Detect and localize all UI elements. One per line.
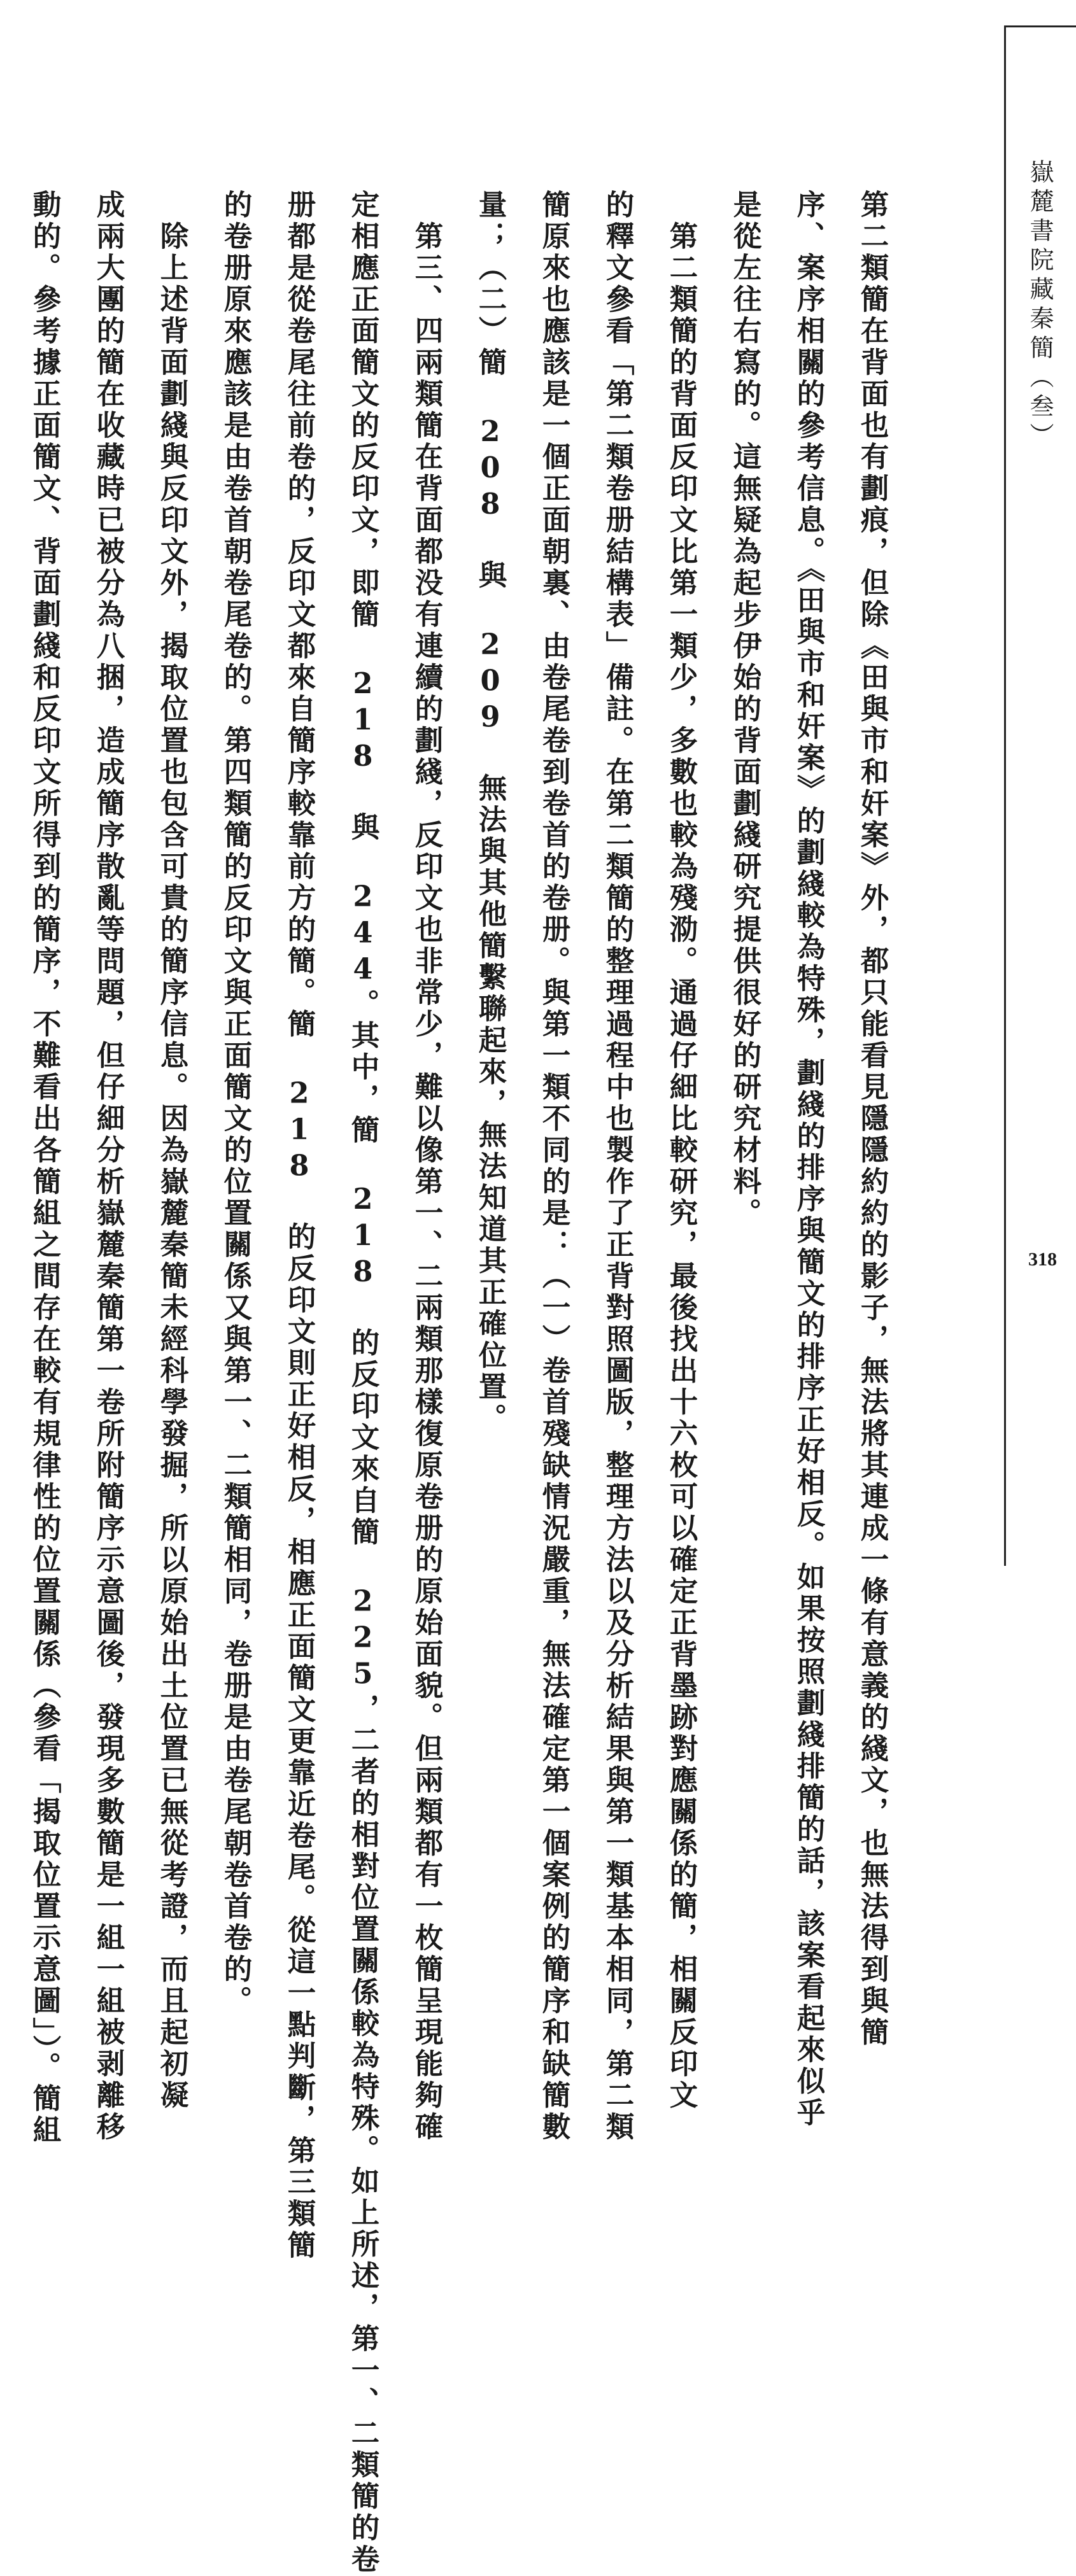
text-column: 册都是從卷尾往前卷的，反印文都來自簡序較靠前方的簡。簡 218 的反印文則正好相反，相應正面簡文更靠近卷尾。從這一點判斷，第三類簡 — [283, 190, 316, 2262]
text-column: 序、案序相關的參考信息。《田與市和奸案》的劃綫較為特殊，劃綫的排序與簡文的排序正好相反。如果按照劃綫排簡的話，該案看起來似乎 — [792, 190, 825, 2129]
text-column: 的卷册原來應該是由卷首朝卷尾卷的。第四類簡的反印文與正面簡文的位置關係又與第一、二類簡相同，卷册是由卷尾朝卷首卷的。 — [219, 190, 252, 2017]
text-column: 動的。參考據正面簡文、背面劃綫和反印文所得到的簡序，不難看出各簡組之間存在較有規律性的位置關係（參看「揭取位置示意圖」）。簡組 — [28, 190, 61, 2146]
page-number: 318 — [1028, 1249, 1057, 1270]
running-head: 嶽麓書院藏秦簡（叁） — [1026, 159, 1054, 452]
text-column: 簡原來也應該是一個正面朝裏、由卷尾卷到卷首的卷册。與第一類不同的是：（一）卷首殘缺情況嚴重，無法確定第一個案例的簡序和缺簡數 — [537, 190, 570, 2143]
text-column: 除上述背面劃綫與反印文外，揭取位置也包含可貴的簡序信息。因為嶽麓秦簡未經科學發掘，所以原始出土位置已無從考證，而且起初凝 — [155, 190, 188, 2112]
body-text — [28, 190, 904, 2576]
text-column: 的釋文參看「第二類卷册結構表」備註。在第二類簡的整理過程中也製作了正背對照圖版，整理方法以及分析結果與第一類基本相同，第二類 — [601, 190, 634, 2143]
text-column: 量；（二）簡 208 與 209 無法與其他簡繫聯起來，無法知道其正確位置。 — [474, 190, 507, 1435]
text-column: 第二類簡的背面反印文比第一類少，多數也較為殘泐。通過仔細比較研究，最後找出十六枚可以確定正背墨跡對應關係的簡，相關反印文 — [665, 190, 698, 2112]
text-column: 成兩大團的簡在收藏時已被分為八捆，造成簡序散亂等問題，但仔細分析嶽麓秦簡第一卷所附簡序示意圖後，發現多數簡是一組一組被剥離移 — [92, 190, 125, 2143]
text-column: 定相應正面簡文的反印文，即簡 218 與 244。其中，簡 218 的反印文來自簡 225，二者的相對位置關係較為特殊。如上所述，第一、二類簡的卷 — [346, 190, 379, 2576]
text-column: 第三、四兩類簡在背面都没有連續的劃綫，反印文也非常少，難以像第一、二兩類那樣復原卷册的原始面貌。但兩類都有一枚簡呈現能夠確 — [410, 190, 443, 2143]
text-column — [0, 190, 13, 1482]
text-column: 第二類簡在背面也有劃痕，但除《田與市和奸案》外，都只能看見隱隱約約的影子，無法將其連成一條有意義的綫文，也無法得到與簡 — [856, 190, 889, 2049]
text-column: 是從左往右寫的。這無疑為起步伊始的背面劃綫研究提供很好的研究材料。 — [728, 190, 761, 1230]
